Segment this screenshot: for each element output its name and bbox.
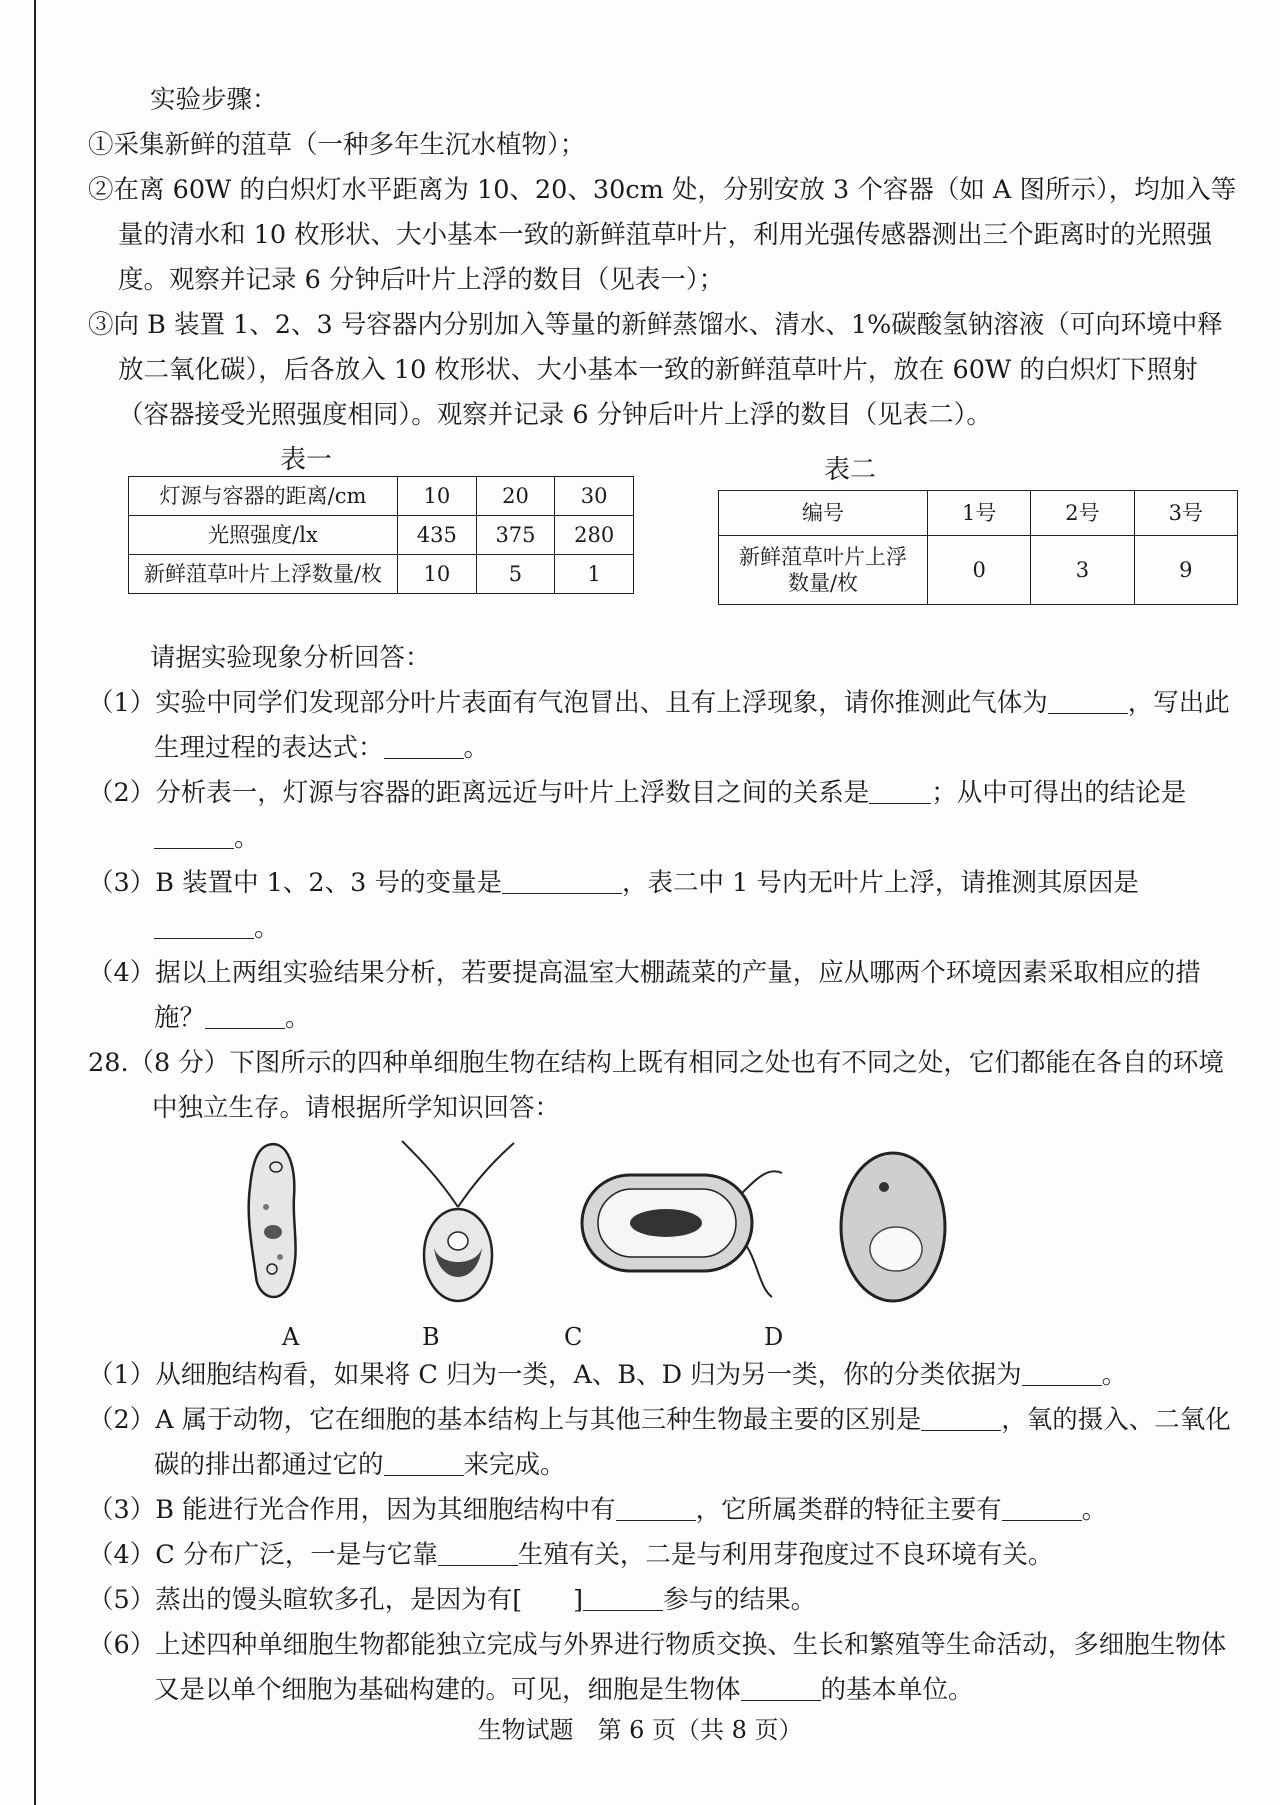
answer-blank — [1002, 1495, 1082, 1522]
table-cell: 灯源与容器的距离/cm — [129, 477, 398, 516]
step-2: ②在离 60W 的白炽灯水平距离为 10、20、30cm 处，分别安放 3 个容器（如 A 图所示），均加入等量的清水和 10 枚形状、大小基本一致的新鲜菹草叶片，利用光强传感器测出三个距离时的光照强度。观察并记录 6 分钟后叶片上浮的数目（见表一）； — [88, 175, 1237, 295]
exam-page — [88, 78, 1238, 1713]
text: ，写出此生理过程的表达式： — [154, 688, 1230, 763]
q27-part4 — [88, 951, 1238, 1041]
text: ，它所属类群的特征主要有 — [695, 1495, 1002, 1525]
q28-part1 — [88, 1353, 1238, 1398]
text: 参与的结果。 — [663, 1585, 817, 1615]
table-cell: 30 — [555, 477, 634, 516]
table2 — [718, 490, 1238, 605]
table-cell: 5 — [476, 555, 555, 594]
text: （5）蒸出的馒头暄软多孔，是因为有[ ] — [88, 1585, 584, 1615]
table-row — [129, 477, 634, 516]
q27-intro: 请据实验现象分析回答： — [150, 643, 431, 673]
table-cell: 435 — [398, 516, 477, 555]
text: （3）B 能进行光合作用，因为其细胞结构中有 — [88, 1495, 616, 1525]
text: （1）实验中同学们发现部分叶片表面有气泡冒出、且有上浮现象，请你推测此气体为 — [88, 688, 1048, 718]
q28-part3 — [88, 1488, 1238, 1533]
figure-label-c: C — [564, 1323, 583, 1351]
text: 。 — [1101, 1360, 1128, 1390]
table-cell: 新鲜菹草叶片上浮数量/枚 — [129, 555, 398, 594]
q28-part5 — [88, 1578, 1238, 1623]
table-cell: 1号 — [928, 491, 1031, 536]
text: （4）C 分布广泛，一是与它靠 — [88, 1540, 438, 1570]
text: ，表二中 1 号内无叶片上浮，请推测其原因是 — [621, 868, 1139, 898]
table-cell: 2号 — [1031, 491, 1134, 536]
answer-blank — [869, 778, 931, 805]
answer-blank — [616, 1495, 696, 1522]
binding-margin-line — [34, 0, 36, 1805]
q27-part3 — [88, 861, 1238, 951]
table-cell — [719, 536, 928, 605]
text: 。 — [1081, 1495, 1108, 1525]
table-row — [129, 516, 634, 555]
answer-blank — [384, 733, 464, 760]
text: （4）据以上两组实验结果分析，若要提高温室大棚蔬菜的产量，应从哪两个环境因素采取相应的措施？ — [88, 958, 1201, 1033]
table-cell: 1 — [555, 555, 634, 594]
answer-blank — [384, 1450, 464, 1477]
cell-figures — [88, 1137, 1238, 1349]
figure-label-d: D — [764, 1323, 784, 1351]
answer-blank — [1048, 688, 1128, 715]
answer-blank — [205, 1003, 285, 1030]
figure-label-b: B — [422, 1323, 440, 1351]
table-cell: 10 — [398, 477, 477, 516]
table-cell: 375 — [476, 516, 555, 555]
table-cell: 3号 — [1134, 491, 1237, 536]
text: 。 — [463, 733, 490, 763]
figure-label-a: A — [282, 1323, 300, 1351]
text: （2）A 属于动物，它在细胞的基本结构上与其他三种生物最主要的区别是 — [88, 1405, 922, 1435]
table2-row-label-line2: 数量/枚 — [787, 571, 859, 595]
table-cell: 280 — [555, 516, 634, 555]
text: ；从中可得出的结论是 — [931, 778, 1187, 808]
q27-part2 — [88, 771, 1238, 861]
table2-caption: 表二 — [824, 455, 877, 485]
answer-blank — [921, 1405, 1001, 1432]
q28-part4 — [88, 1533, 1238, 1578]
paramecium-illustration — [228, 1137, 328, 1307]
steps-title: 实验步骤： — [150, 85, 278, 115]
answer-blank — [741, 1675, 821, 1702]
yeast-illustration — [828, 1137, 958, 1307]
text: 。 — [285, 1003, 311, 1033]
answer-blank — [438, 1540, 518, 1567]
q28-intro: 28.（8 分）下图所示的四种单细胞生物在结构上既有相同之处也有不同之处，它们都能在各自的环境中独立生存。请根据所学知识回答： — [88, 1048, 1224, 1123]
answer-blank — [583, 1585, 663, 1612]
table1-caption: 表一 — [280, 445, 333, 475]
text: 来完成。 — [463, 1450, 566, 1480]
text: ，氧的摄入、二氧化碳的排出都通过它的 — [154, 1405, 1231, 1480]
text: 的基本单位。 — [820, 1675, 974, 1705]
text: 。 — [254, 913, 280, 943]
text: 。 — [234, 823, 260, 853]
table-cell: 20 — [476, 477, 555, 516]
text: （6）上述四种单细胞生物都能独立完成与外界进行物质交换、生长和繁殖等生命活动，多细胞生物体又是以单个细胞为基础构建的。可见，细胞是生物体 — [88, 1630, 1227, 1705]
table-cell: 9 — [1134, 536, 1237, 605]
text: （2）分析表一，灯源与容器的距离远近与叶片上浮数目之间的关系是 — [88, 778, 870, 808]
answer-blank — [154, 823, 234, 850]
table1 — [128, 476, 634, 594]
chlamydomonas-illustration — [388, 1137, 528, 1307]
answer-blank — [154, 913, 254, 940]
step-3: ③向 B 装置 1、2、3 号容器内分别加入等量的新鲜蒸馏水、清水、1%碳酸氢钠溶液（可向环境中释放二氧化碳），后各放入 10 枚形状、大小基本一致的新鲜菹草叶片，放在 60W 的白炽灯下照射（容器接受光照强度相同）。观察并记录 6 分钟后叶片上浮的数目（见表二）。 — [88, 310, 1223, 430]
text: 生殖有关，二是与利用芽孢度过不良环境有关。 — [517, 1540, 1054, 1570]
table-row — [719, 491, 1238, 536]
table-row — [129, 555, 634, 594]
tables-block — [88, 442, 1238, 630]
answer-blank — [502, 868, 622, 895]
page-footer: 生物试题 第 6 页（共 8 页） — [477, 1716, 803, 1744]
table-cell: 编号 — [719, 491, 928, 536]
table-cell: 光照强度/lx — [129, 516, 398, 555]
text: （3）B 装置中 1、2、3 号的变量是 — [88, 868, 502, 898]
table2-row-label-line1: 新鲜菹草叶片上浮 — [739, 545, 907, 569]
table-row — [719, 536, 1238, 605]
bacterium-illustration — [568, 1137, 788, 1307]
table-cell: 0 — [928, 536, 1031, 605]
q27-part1 — [88, 681, 1238, 771]
q28-part6 — [88, 1623, 1238, 1713]
answer-blank — [1022, 1360, 1102, 1387]
table-cell: 10 — [398, 555, 477, 594]
step-1: ①采集新鲜的菹草（一种多年生沉水植物）； — [88, 130, 586, 160]
table-cell: 3 — [1031, 536, 1134, 605]
text: （1）从细胞结构看，如果将 C 归为一类，A、B、D 归为另一类，你的分类依据为 — [88, 1360, 1022, 1390]
q28-part2 — [88, 1398, 1238, 1488]
